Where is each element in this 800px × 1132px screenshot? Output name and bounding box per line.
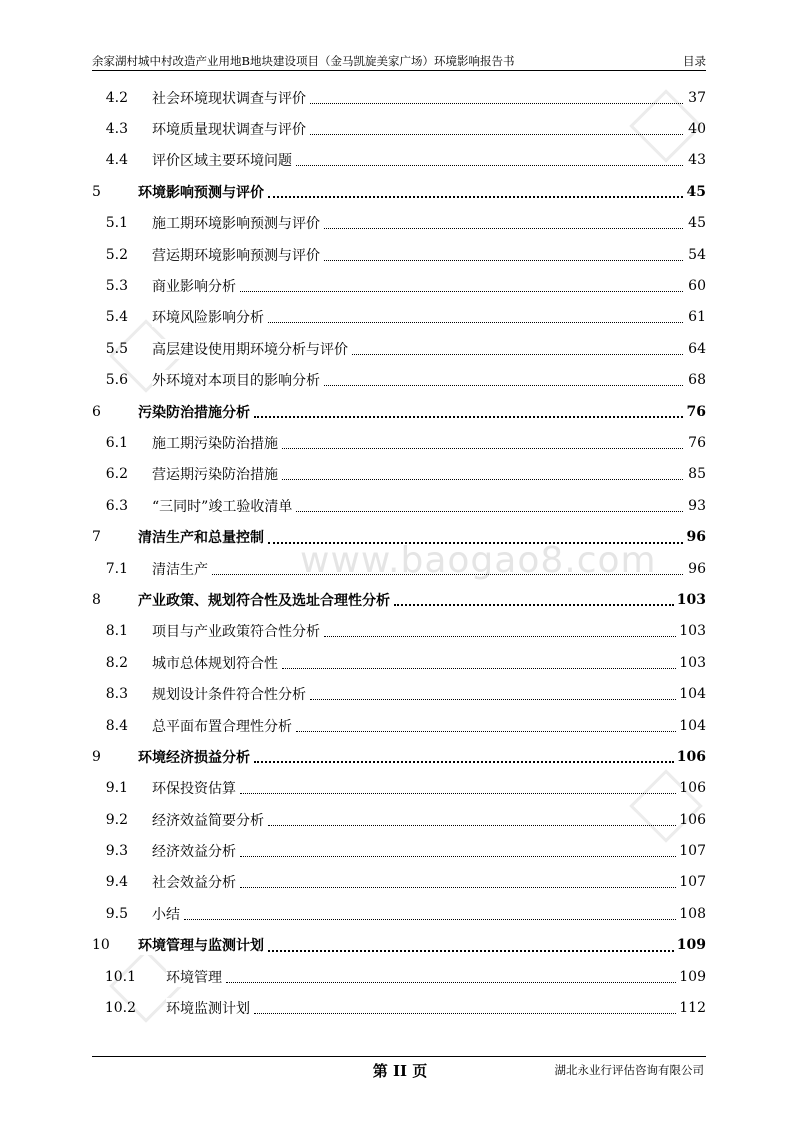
section-label: 目录 [683,54,706,68]
toc-entry-number: 4.4 [105,152,128,169]
dot-leader [282,478,683,480]
toc-entry-number: 6.3 [105,497,128,514]
toc-entry-title: 外环境对本项目的影响分析 [152,370,321,390]
toc-entry[interactable] [92,490,706,521]
toc-entry-number: 8.3 [105,686,128,703]
toc-entry[interactable] [92,365,706,396]
toc-entry[interactable] [92,992,706,1023]
toc-entry-title: 营运期环境影响预测与评价 [152,245,321,265]
page-number: 第 II 页 [372,1062,428,1080]
toc-entry-number: 9 [92,748,101,765]
dot-leader [240,886,676,888]
toc-entry-number: 8 [92,591,101,608]
toc-entry-number: 10.2 [104,1000,136,1017]
toc-entry-title: 环境经济损益分析 [138,747,251,767]
toc-entry-page: 45 [688,215,706,232]
toc-entry-number: 9.5 [105,905,128,922]
toc-entry-number: 7 [92,529,101,546]
dot-leader [296,730,676,732]
toc-entry[interactable] [92,835,706,866]
toc-entry[interactable] [92,239,706,270]
toc-entry-number: 4.2 [105,89,128,106]
dot-leader [310,102,683,104]
toc-entry[interactable] [92,176,706,207]
dot-leader [324,635,676,637]
toc-entry-title: 施工期污染防治措施 [152,433,279,453]
toc-entry[interactable] [92,427,706,458]
toc-entry-number: 5.5 [105,340,128,357]
toc-entry-title: 清洁生产和总量控制 [138,527,265,547]
toc-entry-page: 93 [688,497,706,514]
toc-entry-title: 项目与产业政策符合性分析 [152,621,321,641]
dot-leader [268,949,674,952]
toc-entry[interactable] [92,302,706,333]
toc-entry-number: 6.1 [105,434,128,451]
toc-entry-page: 68 [688,372,706,389]
toc-entry[interactable] [92,678,706,709]
toc-entry-page: 40 [688,121,706,138]
dot-leader [282,447,683,449]
toc-entry[interactable] [92,584,706,615]
dot-leader [282,667,676,669]
toc-entry-number: 6.2 [105,466,128,483]
toc-entry-title: 环境监测计划 [166,998,251,1018]
toc-entry-title: 产业政策、规划符合性及选址合理性分析 [138,590,391,610]
toc-entry-title: 环境管理 [166,967,223,987]
toc-entry-title: 高层建设使用期环境分析与评价 [152,339,349,359]
header-divider [92,70,706,71]
toc-entry-page: 60 [688,278,706,295]
toc-entry-page: 43 [688,152,706,169]
toc-entry[interactable] [92,270,706,301]
toc-entry[interactable] [92,961,706,992]
toc-entry-page: 104 [679,717,706,734]
toc-entry-page: 64 [688,340,706,357]
toc-entry-title: 经济效益分析 [152,841,237,861]
footer-divider [92,1056,706,1057]
company-name: 湖北永业行评估咨询有限公司 [554,1063,704,1077]
toc-entry[interactable] [92,521,706,552]
dot-leader [324,384,683,386]
toc-entry-page: 106 [676,748,706,765]
toc-entry-title: 城市总体规划符合性 [152,653,279,673]
toc-entry-title: 社会效益分析 [152,872,237,892]
dot-leader [268,824,676,826]
toc-entry-title: 环境质量现状调查与评价 [152,119,307,139]
toc-entry-page: 108 [679,905,706,922]
toc-entry-page: 45 [686,183,706,200]
table-of-contents [92,82,706,1024]
toc-entry-page: 107 [679,843,706,860]
toc-entry-title: 污染防治措施分析 [138,402,251,422]
dot-leader [240,290,683,292]
dot-leader [184,918,676,920]
toc-entry[interactable] [92,616,706,647]
toc-entry-title: 商业影响分析 [152,276,237,296]
toc-entry-page: 106 [679,780,706,797]
toc-entry-number: 6 [92,403,101,420]
toc-entry-page: 112 [679,1000,706,1017]
toc-entry-number: 5 [92,183,101,200]
toc-entry-page: 85 [688,466,706,483]
toc-entry-page: 104 [679,686,706,703]
dot-leader [296,164,683,166]
dot-leader [268,541,683,544]
toc-entry-title: 营运期污染防治措施 [152,464,279,484]
toc-entry[interactable] [92,804,706,835]
toc-entry[interactable] [92,867,706,898]
toc-entry-title: 规划设计条件符合性分析 [152,684,307,704]
dot-leader [226,981,676,983]
dot-leader [268,321,683,323]
toc-entry-title: 经济效益简要分析 [152,810,265,830]
toc-entry[interactable] [92,82,706,113]
dot-leader [310,133,683,135]
toc-entry[interactable] [92,113,706,144]
dot-leader [240,792,676,794]
dot-leader [268,195,683,198]
toc-entry-page: 54 [688,246,706,263]
toc-entry-number: 5.3 [105,278,128,295]
toc-entry-title: 总平面布置合理性分析 [152,716,293,736]
dot-leader [324,259,683,261]
toc-entry[interactable] [92,647,706,678]
page-header [92,52,706,70]
toc-entry-title: 环境风险影响分析 [152,307,265,327]
toc-entry-title: 评价区域主要环境问题 [152,150,293,170]
toc-entry[interactable] [92,333,706,364]
toc-entry[interactable] [92,208,706,239]
toc-entry-number: 10 [92,937,110,954]
toc-entry-number: 10.1 [104,968,136,985]
toc-entry-number: 8.4 [105,717,128,734]
toc-entry[interactable] [92,930,706,961]
toc-entry-number: 7.1 [105,560,128,577]
toc-entry-title: 小结 [152,904,181,924]
toc-entry-page: 76 [688,434,706,451]
toc-entry-page: 96 [686,529,706,546]
toc-entry-page: 107 [679,874,706,891]
dot-leader [394,603,674,606]
toc-entry-page: 103 [679,654,706,671]
watermark-text: www.baogao8.com [300,540,657,581]
toc-entry[interactable] [92,710,706,741]
document-title: 余家湖村城中村改造产业用地B地块建设项目（金马凯旋美家广场）环境影响报告书 [92,54,515,68]
toc-entry-title: “三同时”竣工验收清单 [152,496,293,516]
toc-entry[interactable] [92,459,706,490]
dot-leader [324,227,683,229]
toc-entry-page: 61 [688,309,706,326]
dot-leader [352,353,683,355]
toc-entry-number: 8.1 [105,623,128,640]
toc-entry-page: 96 [688,560,706,577]
dot-leader [310,698,676,700]
dot-leader [212,573,683,575]
toc-entry[interactable] [92,741,706,772]
toc-entry-number: 5.2 [105,246,128,263]
toc-entry-page: 37 [688,89,706,106]
toc-entry-number: 5.6 [105,372,128,389]
toc-entry-page: 103 [679,623,706,640]
toc-entry[interactable] [92,553,706,584]
toc-entry-page: 109 [679,968,706,985]
toc-entry[interactable] [92,773,706,804]
toc-entry-number: 8.2 [105,654,128,671]
toc-entry-number: 9.4 [105,874,128,891]
toc-entry[interactable] [92,145,706,176]
toc-entry-number: 5.1 [105,215,128,232]
toc-entry-number: 9.3 [105,843,128,860]
toc-entry-page: 109 [676,937,706,954]
toc-entry-number: 9.2 [105,811,128,828]
toc-entry-title: 环保投资估算 [152,778,237,798]
toc-entry-title: 施工期环境影响预测与评价 [152,213,321,233]
toc-entry-title: 清洁生产 [152,559,209,579]
dot-leader [240,855,676,857]
dot-leader [296,510,683,512]
toc-entry-page: 106 [679,811,706,828]
toc-entry-number: 4.3 [105,121,128,138]
toc-entry[interactable] [92,898,706,929]
toc-entry-title: 环境管理与监测计划 [138,935,265,955]
toc-entry-page: 103 [676,591,706,608]
toc-entry-page: 76 [686,403,706,420]
dot-leader [254,415,683,418]
toc-entry-number: 9.1 [105,780,128,797]
toc-entry-number: 5.4 [105,309,128,326]
toc-entry-title: 环境影响预测与评价 [138,182,265,202]
toc-entry-title: 社会环境现状调查与评价 [152,88,307,108]
dot-leader [254,760,674,763]
dot-leader [254,1012,676,1014]
toc-entry[interactable] [92,396,706,427]
